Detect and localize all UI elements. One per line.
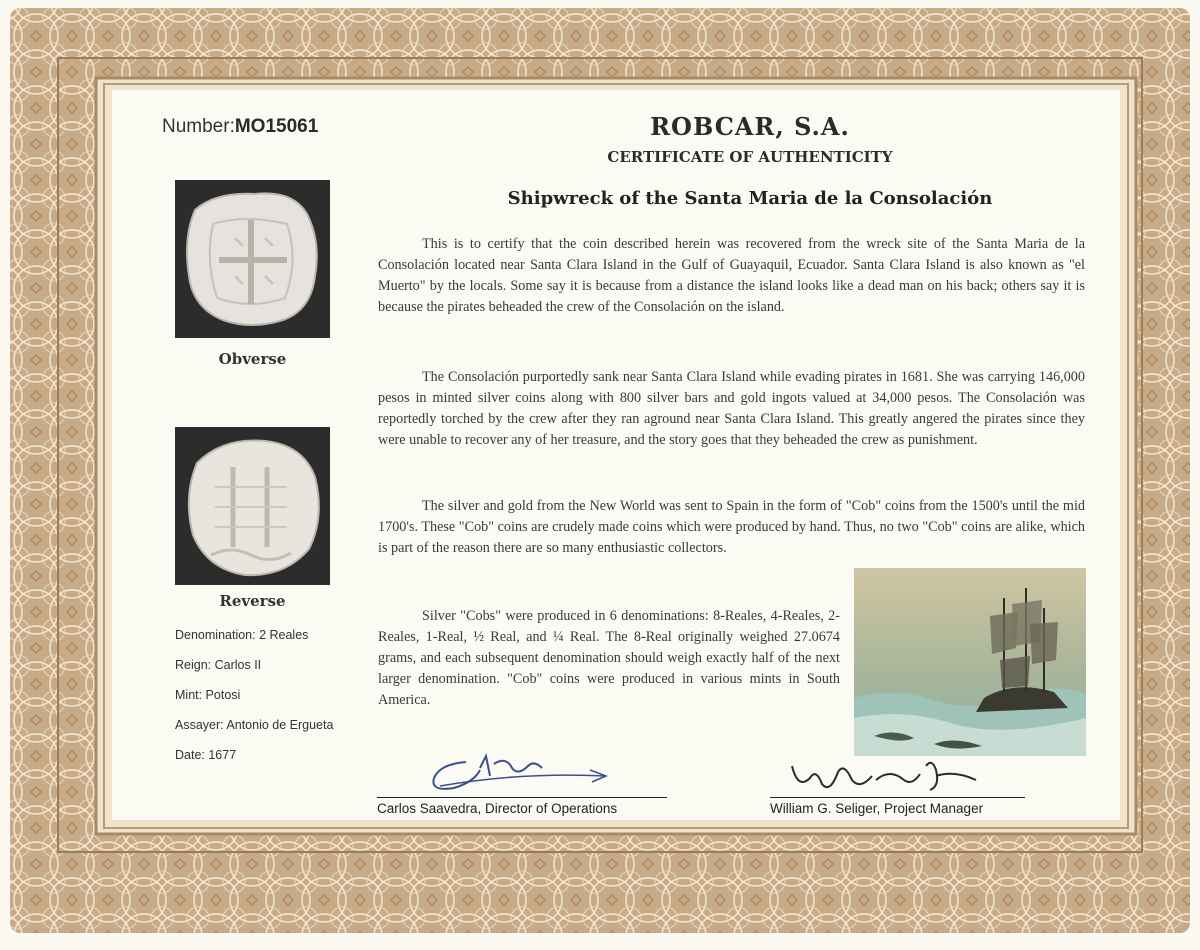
left-signatory: Carlos Saavedra, Director of Operations	[377, 801, 618, 816]
paragraph-4: Silver "Cobs" were produced in 6 denominations: 8-Reales, 4-Reales, 2-Reales, 1-Real, ½ Real, and ¼ Real. The 8-Real originally weighed 27.0674 grams, and each subsequent denomination should weigh exactly half of the next larger denomination. "Cob" coins were produced in various mints in South America.	[378, 608, 840, 708]
number-value: MO15061	[234, 116, 319, 137]
coin-specs	[175, 628, 333, 778]
reverse-label: Reverse	[219, 592, 286, 610]
right-signatory: William G. Seliger, Project Manager	[770, 801, 984, 816]
obverse-coin-photo	[175, 180, 330, 338]
certificate-title: CERTIFICATE OF AUTHENTICITY	[607, 148, 893, 166]
shipwreck-painting	[854, 568, 1086, 756]
spec-denomination: Denomination: 2 Reales	[175, 628, 309, 642]
paragraph-1: This is to certify that the coin described herein was recovered from the wreck site of the Santa Maria de la Consolación located near Santa Clara Island in the Gulf of Guayaquil, Ecuador. Santa Clara Island is also known as "el Muerto" by the locals. Some say it is because from a distance the island looks like a dead man on his back; others say it is because the pirates beheaded the crew of the Consolación on the island.	[378, 236, 1085, 315]
certificate-number	[162, 116, 318, 138]
right-signature-line	[770, 797, 1025, 798]
spec-date: Date: 1677	[175, 748, 237, 762]
company-name: ROBCAR, S.A.	[650, 112, 850, 141]
left-signature-line	[377, 797, 667, 798]
spec-assayer: Assayer: Antonio de Ergueta	[175, 718, 334, 732]
shipwreck-title: Shipwreck of the Santa Maria de la Consolación	[507, 188, 993, 209]
number-label: Number:	[162, 116, 235, 137]
paragraph-2: The Consolación purportedly sank near Santa Clara Island while evading pirates in 1681. She was carrying 146,000 pesos in minted silver coins along with 800 silver bars and gold ingots valued at 34,000 pesos. The Consolación was reportedly torched by the crew after they ran aground near Santa Clara Island. This greatly angered the pirates since they were unable to recover any of her treasure, and the story goes that they beheaded the crew as punishment.	[378, 369, 1085, 448]
obverse-label: Obverse	[218, 350, 287, 368]
right-signature-scribble	[780, 750, 990, 800]
paragraph-3: The silver and gold from the New World was sent to Spain in the form of "Cob" coins from the 1500's until the mid 1700's. These "Cob" coins are crudely made coins which were produced by hand. Thus, no two "Cob" coins are alike, which is part of the reason there are so many enthusiastic collectors.	[378, 498, 1085, 556]
spec-reign: Reign: Carlos II	[175, 658, 262, 672]
reverse-coin-photo	[175, 427, 330, 585]
spec-mint: Mint: Potosi	[175, 688, 241, 702]
left-signature-scribble	[420, 742, 620, 800]
